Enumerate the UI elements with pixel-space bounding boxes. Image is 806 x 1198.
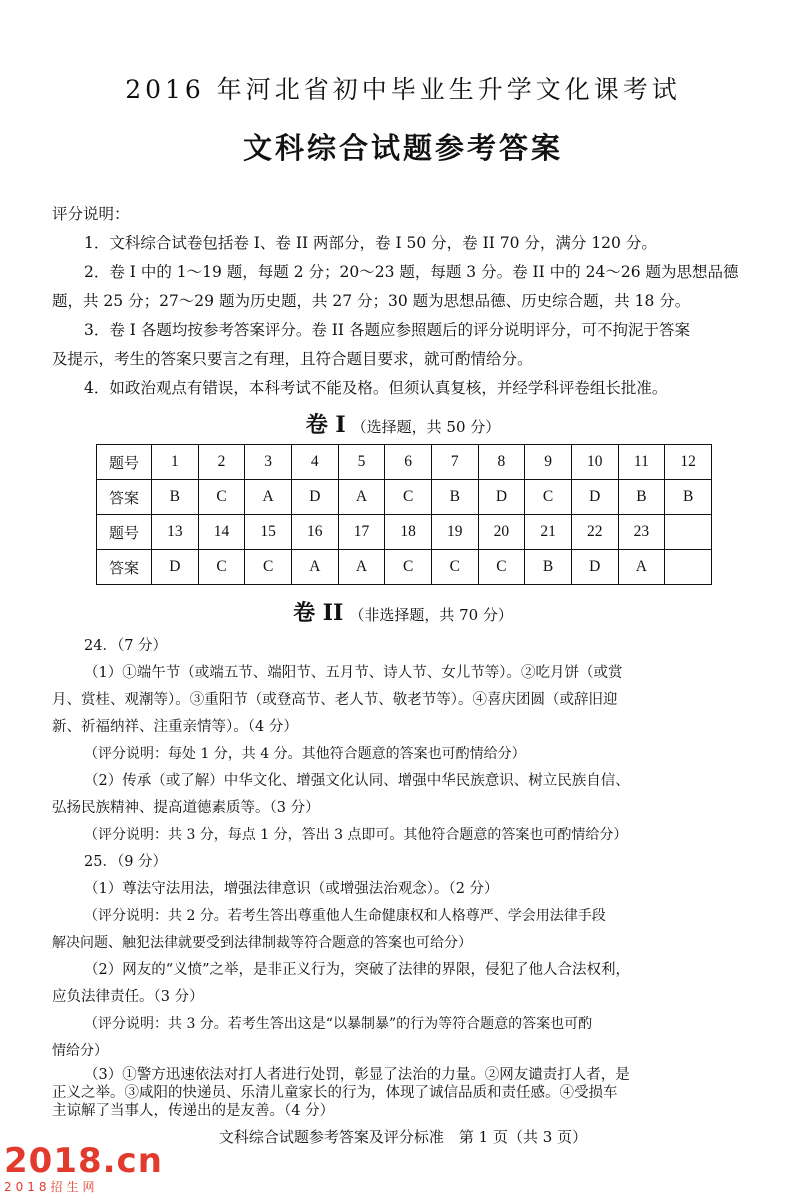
answer-table-cell: 22	[571, 515, 618, 550]
answer-table-header-cell: 题号	[97, 445, 152, 480]
answer-table-cell: A	[291, 550, 338, 585]
q24-part1-line2: 月、赏桂、观潮等）。③重阳节（或登高节、老人节、敬老节等）。④喜庆团圆（或辞旧迎	[52, 692, 618, 708]
answer-table-cell: C	[431, 550, 478, 585]
answer-table-header-cell: 答案	[97, 480, 152, 515]
note-1: 1．文科综合试卷包括卷 I、卷 II 两部分，卷 I 50 分，卷 II 70 分，满分 120 分。	[84, 234, 657, 252]
q25-heading: 25．（9 分）	[84, 854, 168, 870]
answer-table-cell: 1	[152, 445, 199, 480]
answer-table-cell: B	[618, 480, 665, 515]
answer-table-cell: B	[431, 480, 478, 515]
answer-table-cell: C	[245, 550, 292, 585]
answer-table-cell: D	[291, 480, 338, 515]
answer-table-cell: D	[571, 550, 618, 585]
answer-table-row	[97, 480, 712, 515]
section-1-title: 卷 I	[305, 412, 346, 438]
answer-table-cell: 13	[152, 515, 199, 550]
q24-part2-line2: 弘扬民族精神、提高道德素质等。（3 分）	[52, 800, 320, 816]
answer-table-cell: 2	[198, 445, 245, 480]
answer-table-cell: A	[338, 480, 385, 515]
answer-table-header-cell: 题号	[97, 515, 152, 550]
q25-part1-scoring-1: （评分说明：共 2 分。若考生答出尊重他人生命健康权和人格尊严、学会用法律手段	[84, 908, 606, 924]
answer-table-cell: 18	[385, 515, 432, 550]
document-subtitle: 文科综合试题参考答案	[242, 131, 563, 165]
q25-part1-line1: （1）尊法守法用法，增强法律意识（或增强法治观念）。（2 分）	[84, 881, 499, 897]
q25-part1-scoring-2: 解决问题、触犯法律就要受到法律制裁等符合题意的答案也可给分）	[52, 935, 472, 951]
q24-part2-line1: （2）传承（或了解）中华文化、增强文化认同、增强中华民族意识、树立民族自信、	[84, 773, 630, 789]
answer-table-cell: 20	[478, 515, 525, 550]
answer-table-cell: D	[571, 480, 618, 515]
q24-part1-line1: （1）①端午节（或端五节、端阳节、五月节、诗人节、女儿节等）。②吃月饼（或赏	[84, 665, 623, 681]
answer-table-cell: C	[385, 550, 432, 585]
section-1-heading	[0, 408, 806, 439]
watermark-sub: 2018招生网	[4, 1180, 99, 1194]
q24-part1-scoring: （评分说明：每处 1 分，共 4 分。其他符合题意的答案也可酌情给分）	[84, 746, 526, 762]
answer-table-cell: C	[385, 480, 432, 515]
section-1-note: （选择题，共 50 分）	[351, 418, 501, 436]
answer-table-cell: 10	[571, 445, 618, 480]
section-2-title: 卷 II	[293, 600, 344, 626]
answer-table-cell: 17	[338, 515, 385, 550]
q25-part3-line1: （3）①警方迅速依法对打人者进行处罚，彰显了法治的力量。②网友谴责打人者，是	[84, 1067, 630, 1083]
answer-table-cell: 5	[338, 445, 385, 480]
answer-table-cell: C	[478, 550, 525, 585]
q25-part2-line1: （2）网友的“义愤”之举，是非正义行为，突破了法律的界限，侵犯了他人合法权利，	[84, 962, 631, 978]
page-footer: 文科综合试题参考答案及评分标准 第 1 页（共 3 页）	[218, 1128, 588, 1146]
q25-part3-line3: 主谅解了当事人，传递出的是友善。（4 分）	[52, 1103, 335, 1119]
note-3b: 及提示，考生的答案只要言之有理，且符合题目要求，就可酌情给分。	[52, 350, 533, 368]
answer-table-cell: 15	[245, 515, 292, 550]
answer-table-row	[97, 445, 712, 480]
answer-table-cell: B	[525, 550, 572, 585]
answer-table-cell: 19	[431, 515, 478, 550]
answer-table-cell: 6	[385, 445, 432, 480]
answer-table-cell: C	[198, 550, 245, 585]
answer-table-cell: B	[152, 480, 199, 515]
answer-table-cell: D	[478, 480, 525, 515]
answer-table-cell: A	[245, 480, 292, 515]
answer-table-cell: C	[525, 480, 572, 515]
q24-heading: 24．（7 分）	[84, 638, 168, 654]
note-2b: 题，共 25 分；27～29 题为历史题，共 27 分；30 题为思想品德、历史综合题，共 18 分。	[52, 292, 691, 310]
note-2a: 2．卷 I 中的 1～19 题，每题 2 分；20～23 题，每题 3 分。卷 II 中的 24～26 题为思想品德	[84, 263, 739, 281]
answer-table-cell: 7	[431, 445, 478, 480]
q24-part2-scoring: （评分说明：共 3 分，每点 1 分，答出 3 点即可。其他符合题意的答案也可酌情给分）	[84, 827, 628, 843]
q25-part2-scoring-2: 情给分）	[52, 1043, 108, 1059]
q25-part2-scoring-1: （评分说明：共 3 分。若考生答出这是“以暴制暴”的行为等符合题意的答案也可酌	[84, 1016, 593, 1032]
answer-table-row	[97, 550, 712, 585]
answer-table-cell: 21	[525, 515, 572, 550]
answer-table-cell: 12	[665, 445, 712, 480]
answer-table-cell: 8	[478, 445, 525, 480]
answer-table	[96, 444, 712, 585]
answer-table-cell: C	[198, 480, 245, 515]
q25-part3-line2: 正义之举。③咸阳的快递员、乐清儿童家长的行为，体现了诚信品质和责任感。④受损车	[52, 1085, 618, 1101]
answer-table-row	[97, 515, 712, 550]
answer-table-cell: 3	[245, 445, 292, 480]
note-4: 4．如政治观点有错误，本科考试不能及格。但须认真复核，并经学科评卷组长批准。	[84, 379, 668, 397]
answer-table-cell: B	[665, 480, 712, 515]
q24-part1-line3: 新、祈福纳祥、注重亲情等）。（4 分）	[52, 719, 298, 735]
answer-table-cell: 14	[198, 515, 245, 550]
notes-heading: 评分说明：	[52, 205, 130, 223]
watermark-logo	[4, 1142, 194, 1198]
answer-table-cell: 4	[291, 445, 338, 480]
answer-table-cell: 23	[618, 515, 665, 550]
answer-table-cell: D	[152, 550, 199, 585]
answer-table-cell: A	[338, 550, 385, 585]
section-2-heading	[0, 596, 806, 627]
watermark-main: 2018.cn	[4, 1141, 163, 1181]
answer-table-cell	[665, 515, 712, 550]
answer-table-cell: 9	[525, 445, 572, 480]
exam-title: 2016 年河北省初中毕业生升学文化课考试	[125, 75, 681, 104]
section-2-note: （非选择题，共 70 分）	[349, 606, 513, 624]
answer-table-cell: 11	[618, 445, 665, 480]
answer-table-cell: 16	[291, 515, 338, 550]
answer-table-cell: A	[618, 550, 665, 585]
q25-part2-line2: 应负法律责任。（3 分）	[52, 989, 204, 1005]
answer-table-cell	[665, 550, 712, 585]
answer-table-header-cell: 答案	[97, 550, 152, 585]
note-3a: 3．卷 I 各题均按参考答案评分。卷 II 各题应参照题后的评分说明评分，可不拘泥于答案	[84, 321, 690, 339]
